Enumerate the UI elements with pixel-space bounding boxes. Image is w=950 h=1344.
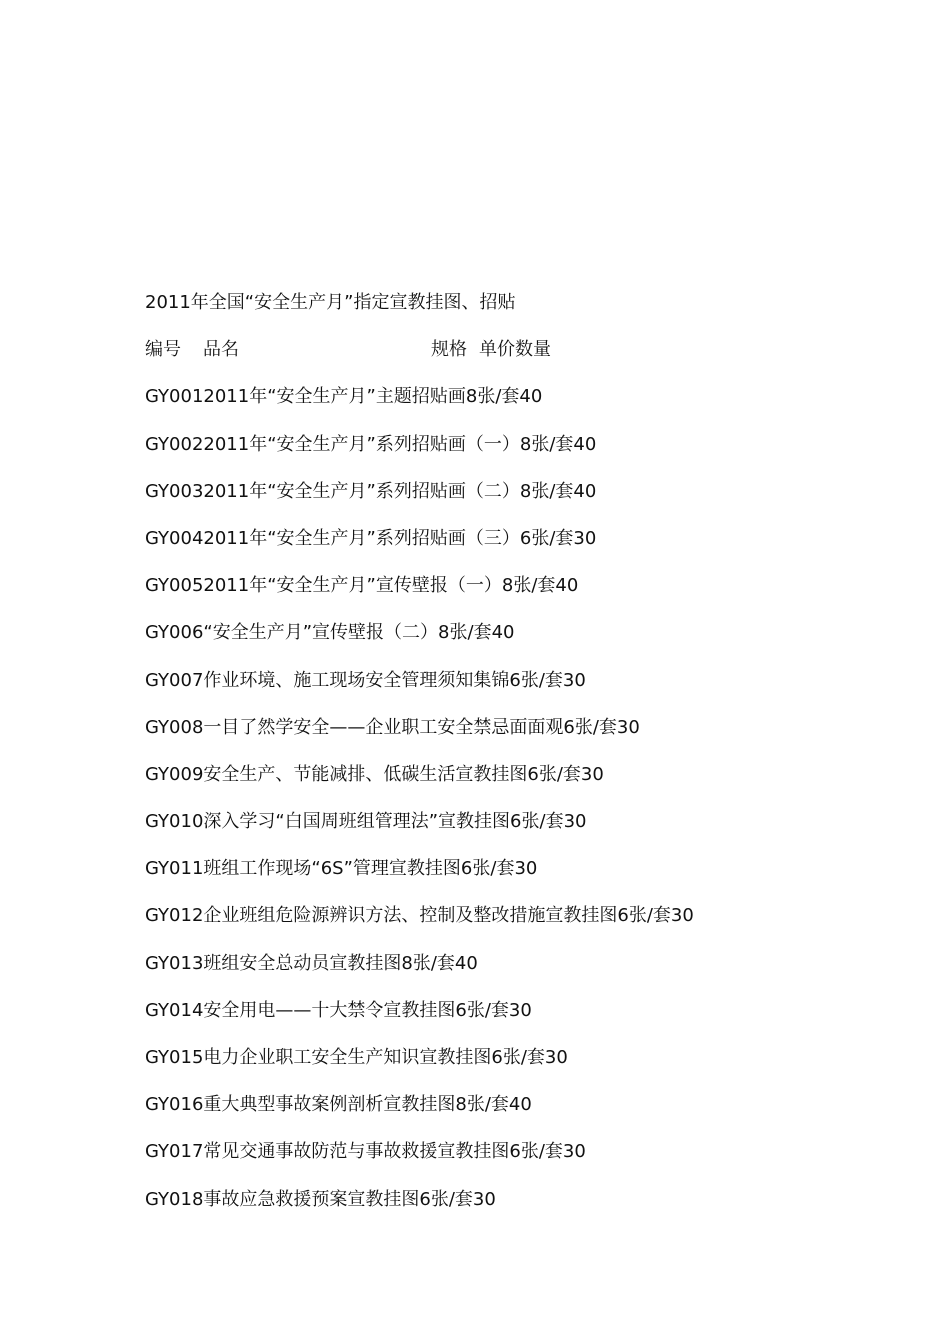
document-title: 2011年全国“安全生产月”指定宣教挂图、招贴 <box>145 292 516 313</box>
item-list <box>145 383 905 1232</box>
list-item: GY0042011年“安全生产月”系列招贴画（三）6张/套30 <box>145 527 597 549</box>
header-quantity: 数量 <box>515 339 551 361</box>
list-item: GY011班组工作现场“6S”管理宣教挂图6张/套30 <box>145 858 538 880</box>
document-body <box>145 289 905 1233</box>
list-item: GY016重大典型事故案例剖析宣教挂图8张/套40 <box>145 1094 532 1116</box>
list-item: GY012企业班组危险源辨识方法、控制及整改措施宣教挂图6张/套30 <box>145 905 694 927</box>
list-item: GY018事故应急救援预案宣教挂图6张/套30 <box>145 1188 496 1210</box>
list-item: GY017常见交通事故防范与事故救援宣教挂图6张/套30 <box>145 1141 586 1163</box>
table-header <box>145 336 905 383</box>
list-item: GY015电力企业职工安全生产知识宣教挂图6张/套30 <box>145 1047 568 1068</box>
list-item: GY0022011年“安全生产月”系列招贴画（一）8张/套40 <box>145 433 597 455</box>
list-item: GY009安全生产、节能减排、低碳生活宣教挂图6张/套30 <box>145 763 604 785</box>
list-item: GY010深入学习“白国周班组管理法”宣教挂图6张/套30 <box>145 811 587 833</box>
list-item: GY0032011年“安全生产月”系列招贴画（二）8张/套40 <box>145 480 597 502</box>
list-item: GY013班组安全总动员宣教挂图8张/套40 <box>145 952 478 974</box>
header-spec: 规格 <box>431 339 467 361</box>
list-item: GY007作业环境、施工现场安全管理须知集锦6张/套30 <box>145 669 586 691</box>
list-item: GY0052011年“安全生产月”宣传壁报（一）8张/套40 <box>145 575 579 597</box>
list-item: GY0012011年“安全生产月”主题招贴画8张/套40 <box>145 386 543 408</box>
list-item: GY014安全用电——十大禁令宣教挂图6张/套30 <box>145 999 532 1021</box>
header-name: 品名 <box>203 339 239 361</box>
list-item: GY006“安全生产月”宣传壁报（二）8张/套40 <box>145 622 515 644</box>
header-number: 编号 <box>145 339 181 361</box>
header-price: 单价 <box>479 339 515 361</box>
list-item: GY008一目了然学安全——企业职工安全禁忌面面观6张/套30 <box>145 716 640 738</box>
